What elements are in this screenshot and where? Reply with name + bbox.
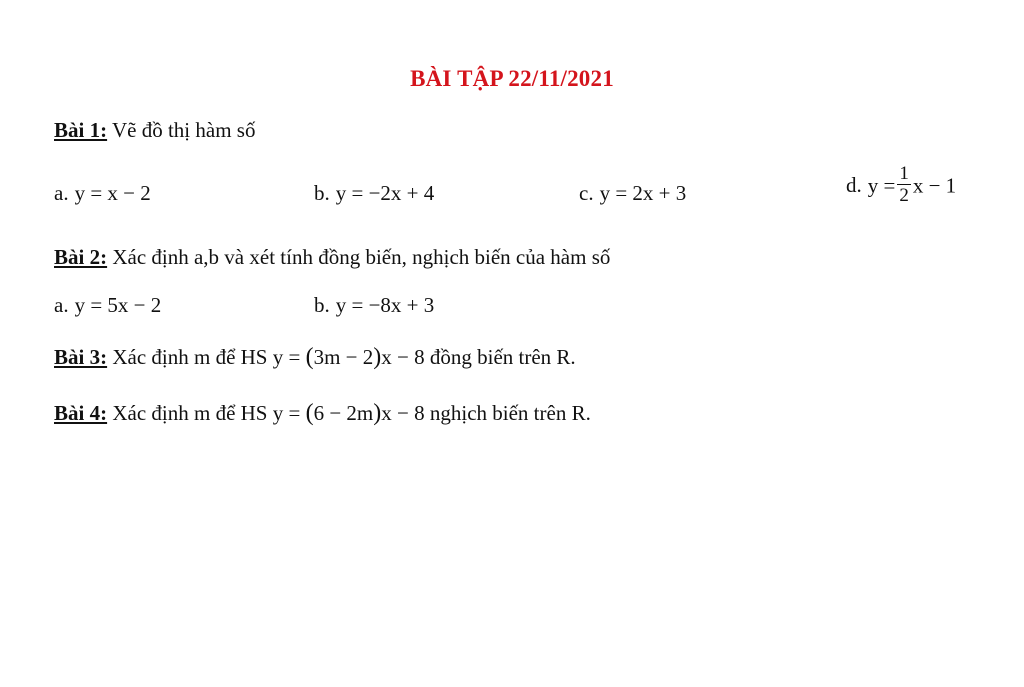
fraction	[897, 164, 911, 207]
fraction-denominator: 2	[899, 185, 909, 206]
item-letter: c.	[579, 181, 594, 205]
item-formula: y = −2x + 4	[335, 181, 435, 205]
exercise-1-item-d	[846, 163, 957, 209]
exercise-3-text-before: Xác định m để HS	[107, 345, 273, 369]
exercise-4-formula-b: x − 8	[381, 401, 425, 425]
exercise-2-label: Bài 2:	[54, 245, 108, 269]
exercise-4-text-after: nghịch biến trên R.	[424, 401, 591, 425]
exercise-3-text-after: đồng biến trên R.	[424, 345, 576, 369]
close-paren: )	[373, 344, 382, 370]
exercise-3-formula-paren: 3m − 2	[313, 345, 374, 369]
exercise-1-label: Bài 1:	[54, 118, 108, 142]
page-title: BÀI TẬP 22/11/2021	[410, 66, 614, 91]
exercise-2-item-b	[314, 293, 434, 318]
fraction-numerator: 1	[899, 163, 909, 184]
exercise-4-heading	[54, 400, 591, 427]
exercise-2-heading	[54, 245, 610, 270]
exercise-3-formula-b: x − 8	[381, 345, 425, 369]
exercise-1-item-c	[579, 181, 686, 206]
item-letter: b.	[314, 293, 330, 317]
exercise-2-text: Xác định a,b và xét tính đồng biến, nghịch biến của hàm số	[107, 245, 611, 269]
exercise-4-text-before: Xác định m để HS	[107, 401, 273, 425]
item-formula-left: y =	[867, 173, 896, 198]
exercise-3-label: Bài 3:	[54, 345, 108, 369]
open-paren: (	[305, 400, 314, 426]
exercise-4-formula-paren: 6 − 2m	[313, 401, 374, 425]
exercise-2-item-a	[54, 293, 161, 318]
item-formula: y = −8x + 3	[335, 293, 435, 317]
exercise-1-item-a	[54, 181, 151, 206]
close-paren: )	[373, 400, 382, 426]
item-formula-right: x − 1	[912, 173, 957, 198]
exercise-4-label: Bài 4:	[54, 401, 108, 425]
exercise-3-heading	[54, 344, 576, 371]
exercise-3-formula-a: y =	[272, 345, 306, 369]
item-letter: d.	[846, 173, 862, 198]
item-letter: a.	[54, 293, 69, 317]
exercise-4-formula-a: y =	[272, 401, 306, 425]
item-formula: y = 2x + 3	[599, 181, 687, 205]
exercise-1-item-b	[314, 181, 434, 206]
exercise-1-text: Vẽ đồ thị hàm số	[107, 118, 256, 142]
item-letter: a.	[54, 181, 69, 205]
exercise-1-heading	[54, 118, 255, 143]
item-formula: y = x − 2	[74, 181, 151, 205]
open-paren: (	[305, 344, 314, 370]
item-letter: b.	[314, 181, 330, 205]
item-formula: y = 5x − 2	[74, 293, 162, 317]
